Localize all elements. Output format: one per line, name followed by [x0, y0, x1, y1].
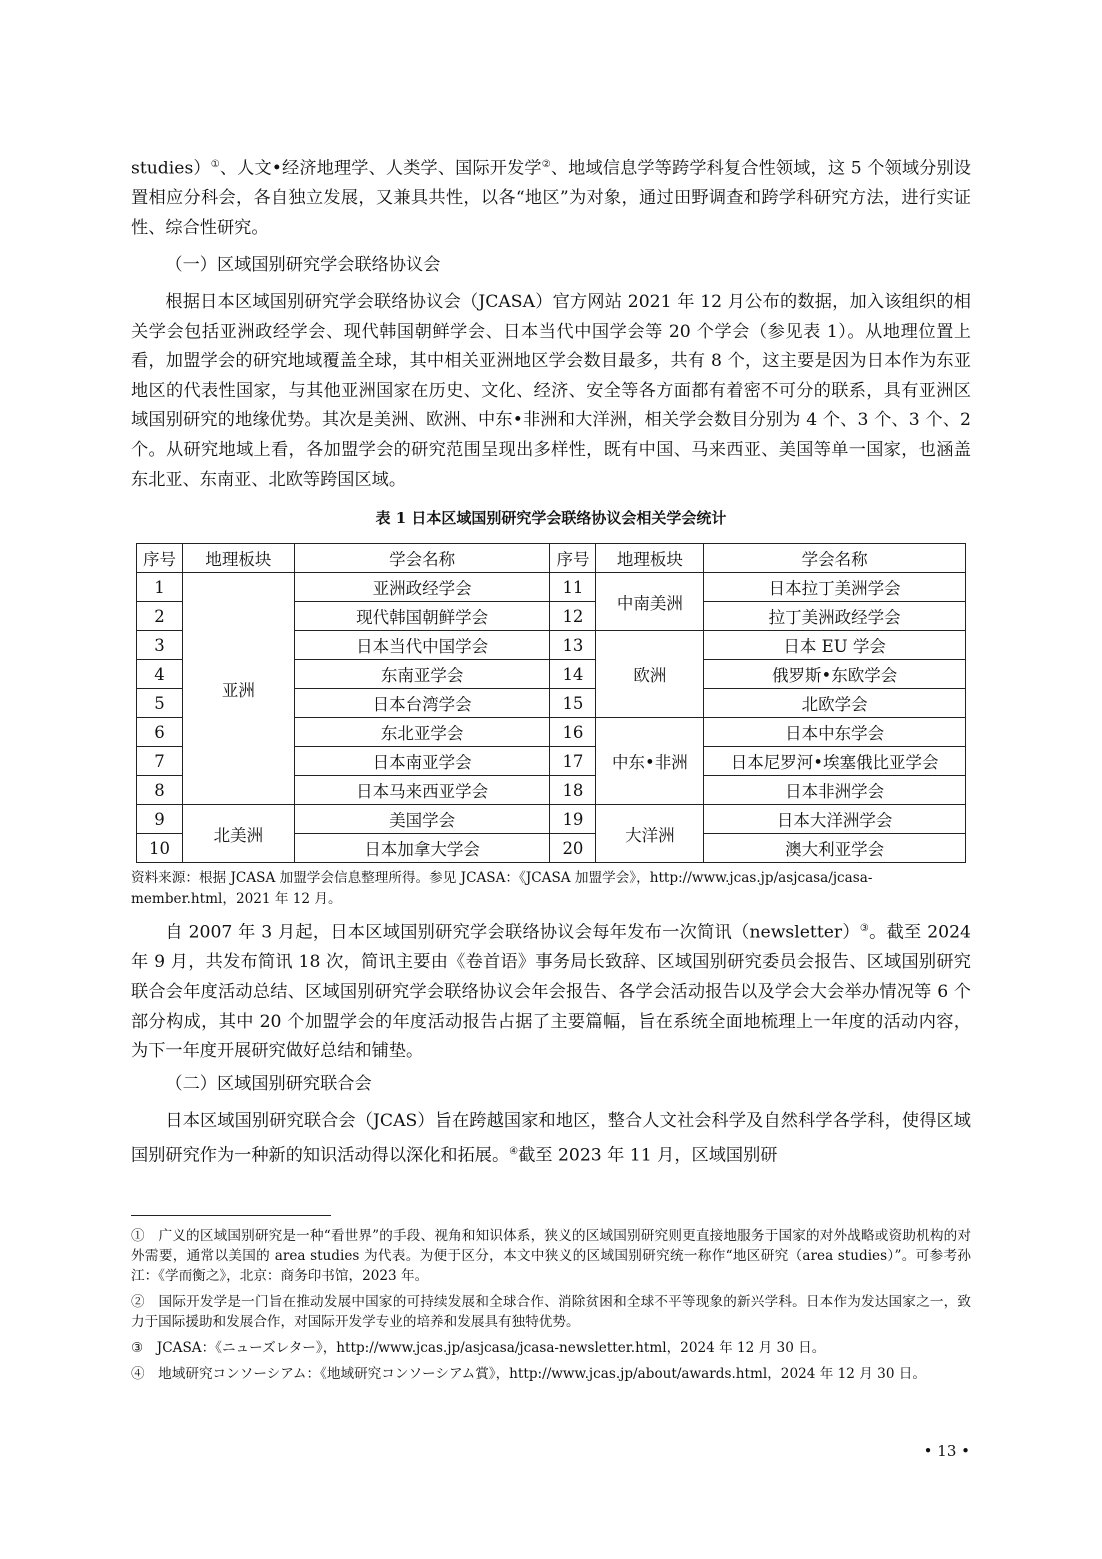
society-name: 美国学会	[294, 805, 550, 834]
newsletter-text	[131, 914, 971, 1067]
footnote-ref-4[interactable]: ④	[509, 1145, 519, 1157]
newsletter-paragraph	[131, 914, 971, 1067]
intro-part-2: 、人文•经济地理学、人类学、国际开发学	[219, 158, 542, 179]
society-name: 东北亚学会	[294, 718, 550, 747]
section-2-part-1: 日本区域国别研究联合会（JCAS）旨在跨越国家和地区，整合人文社会科学及自然科学各学科，使得区域国别研究作为一种新的知识活动得以深化和拓展。	[131, 1111, 971, 1166]
row-no: 20	[550, 834, 596, 863]
row-no: 15	[550, 689, 596, 718]
footnotes	[131, 1226, 971, 1390]
section-2-part-2: 截至 2023 年 11 月，区域国别研	[518, 1145, 778, 1166]
region-cell: 中南美洲	[596, 573, 704, 631]
society-name: 日本马来西亚学会	[294, 776, 550, 805]
footnote-ref-2[interactable]: ②	[541, 159, 551, 170]
row-no: 12	[550, 602, 596, 631]
section-2-heading: （二）区域国别研究联合会	[165, 1074, 372, 1094]
col-header-no: 序号	[137, 544, 183, 573]
society-name: 日本台湾学会	[294, 689, 550, 718]
col-header-name: 学会名称	[294, 544, 550, 573]
table-row	[137, 573, 966, 602]
table-source-wrap	[131, 868, 971, 910]
society-table	[136, 543, 966, 863]
footnote-ref-1[interactable]: ①	[210, 159, 220, 170]
table-caption: 表 1 日本区域国别研究学会联络协议会相关学会统计	[375, 509, 727, 527]
section-2	[131, 1070, 971, 1100]
col-header-region: 地理板块	[596, 544, 704, 573]
society-name: 日本非洲学会	[704, 776, 966, 805]
row-no: 14	[550, 660, 596, 689]
footnote-4: ④ 地域研究コンソーシアム：《地域研究コンソーシアム賞》，http://www.jcas.jp/about/awards.html，2024 年 12 月 30 日。	[131, 1366, 926, 1382]
region-cell: 欧洲	[596, 631, 704, 718]
region-cell: 大洋洲	[596, 805, 704, 863]
row-no: 16	[550, 718, 596, 747]
footnote-3: ③ JCASA：《ニューズレター》，http://www.jcas.jp/asjcasa/jcasa-newsletter.html，2024 年 12 月 30 日。	[131, 1340, 826, 1356]
society-name: 日本中东学会	[704, 718, 966, 747]
footnote-1: ① 广义的区域国别研究是一种“看世界”的手段、视角和知识体系，狭义的区域国别研究则更直接地服务于国家的对外战略或资助机构的对外需要，通常以美国的 area studies 为代表。为便于区分，本文中狭义的区域国别研究统一称作“地区研究（area studies）”。可参考孙江：《学而衡之》，北京：商务印书馆，2023 年。	[131, 1228, 971, 1284]
society-name: 俄罗斯•东欧学会	[704, 660, 966, 689]
society-name: 日本当代中国学会	[294, 631, 550, 660]
intro-paragraph	[131, 150, 971, 244]
society-name: 亚洲政经学会	[294, 573, 550, 602]
col-header-region: 地理板块	[182, 544, 294, 573]
row-no: 19	[550, 805, 596, 834]
row-no: 5	[137, 689, 183, 718]
table-source: 资料来源：根据 JCASA 加盟学会信息整理所得。参见 JCASA：《JCASA 加盟学会》，http://www.jcas.jp/asjcasa/jcasa-member.html，2021 年 12 月。	[131, 870, 873, 907]
row-no: 9	[137, 805, 183, 834]
section-2-paragraph	[131, 1107, 971, 1171]
section-1-body	[131, 288, 971, 495]
society-name: 日本加拿大学会	[294, 834, 550, 863]
intro-text	[131, 150, 971, 244]
table-caption-wrap	[131, 506, 971, 530]
row-no: 3	[137, 631, 183, 660]
society-name: 日本 EU 学会	[704, 631, 966, 660]
society-name: 日本拉丁美洲学会	[704, 573, 966, 602]
society-name: 拉丁美洲政经学会	[704, 602, 966, 631]
section-1	[131, 251, 971, 281]
table-row	[137, 805, 966, 834]
row-no: 10	[137, 834, 183, 863]
society-name: 日本尼罗河•埃塞俄比亚学会	[704, 747, 966, 776]
footnote-2: ② 国际开发学是一门旨在推动发展中国家的可持续发展和全球合作、消除贫困和全球不平等现象的新兴学科。日本作为发达国家之一，致力于国际援助和发展合作，对国际开发学专业的培养和发展具有独特优势。	[131, 1294, 971, 1330]
region-cell: 亚洲	[182, 573, 294, 805]
footnote-divider	[131, 1215, 331, 1216]
col-header-no: 序号	[550, 544, 596, 573]
section-1-heading: （一）区域国别研究学会联络协议会	[165, 255, 441, 275]
footnote-ref-3[interactable]: ③	[859, 923, 870, 934]
page-number: • 13 •	[923, 1442, 970, 1460]
section-1-paragraph: 根据日本区域国别研究学会联络协议会（JCASA）官方网站 2021 年 12 月公布的数据，加入该组织的相关学会包括亚洲政经学会、现代韩国朝鲜学会、日本当代中国学会等 20 个学会（参见表 1）。从地理位置上看，加盟学会的研究地域覆盖全球，其中相关亚洲地区学会数目最多，共有 8 个，这主要是因为日本作为东亚地区的代表性国家，与其他亚洲国家在历史、文化、经济、安全等各方面都有着密不可分的联系，具有亚洲区域国别研究的地缘优势。其次是美洲、欧洲、中东•非洲和大洋洲，相关学会数目分别为 4 个、3 个、3 个、2 个。从研究地域上看，各加盟学会的研究范围呈现出多样性，既有中国、马来西亚、美国等单一国家，也涵盖东北亚、东南亚、北欧等跨国区域。	[131, 292, 971, 490]
row-no: 6	[137, 718, 183, 747]
society-name: 东南亚学会	[294, 660, 550, 689]
row-no: 11	[550, 573, 596, 602]
intro-part-3: 、地域信息学等跨学科复合性领域，这 5 个领域分别设置相应分科会，各自独立发展，又兼具共性，以各“地区”为对象，通过田野调查和跨学科研究方法，进行实证性、综合性研究。	[131, 158, 971, 238]
society-name: 澳大利亚学会	[704, 834, 966, 863]
newsletter-part-1: 自 2007 年 3 月起，日本区域国别研究学会联络协议会每年发布一次简讯（newsletter）	[165, 922, 860, 943]
table-header-row	[137, 544, 966, 573]
section-2-body	[131, 1107, 971, 1171]
row-no: 7	[137, 747, 183, 776]
society-name: 日本南亚学会	[294, 747, 550, 776]
region-cell: 北美洲	[182, 805, 294, 863]
row-no: 17	[550, 747, 596, 776]
row-no: 13	[550, 631, 596, 660]
society-name: 日本大洋洲学会	[704, 805, 966, 834]
newsletter-part-2: 。截至 2024 年 9 月，共发布简讯 18 次，简讯主要由《卷首语》事务局长致辞、区域国别研究委员会报告、区域国别研究联合会年度活动总结、区域国别研究学会联络协议会年会报告、各学会活动报告以及学会大会举办情况等 6 个部分构成，其中 20 个加盟学会的年度活动报告占据了主要篇幅，旨在系统全面地梳理上一年度的活动内容，为下一年度开展研究做好总结和铺垫。	[131, 922, 971, 1062]
row-no: 18	[550, 776, 596, 805]
row-no: 8	[137, 776, 183, 805]
intro-part-1: studies）	[131, 158, 211, 179]
row-no: 2	[137, 602, 183, 631]
society-name: 现代韩国朝鲜学会	[294, 602, 550, 631]
row-no: 4	[137, 660, 183, 689]
region-cell: 中东•非洲	[596, 718, 704, 805]
col-header-name: 学会名称	[704, 544, 966, 573]
row-no: 1	[137, 573, 183, 602]
society-name: 北欧学会	[704, 689, 966, 718]
